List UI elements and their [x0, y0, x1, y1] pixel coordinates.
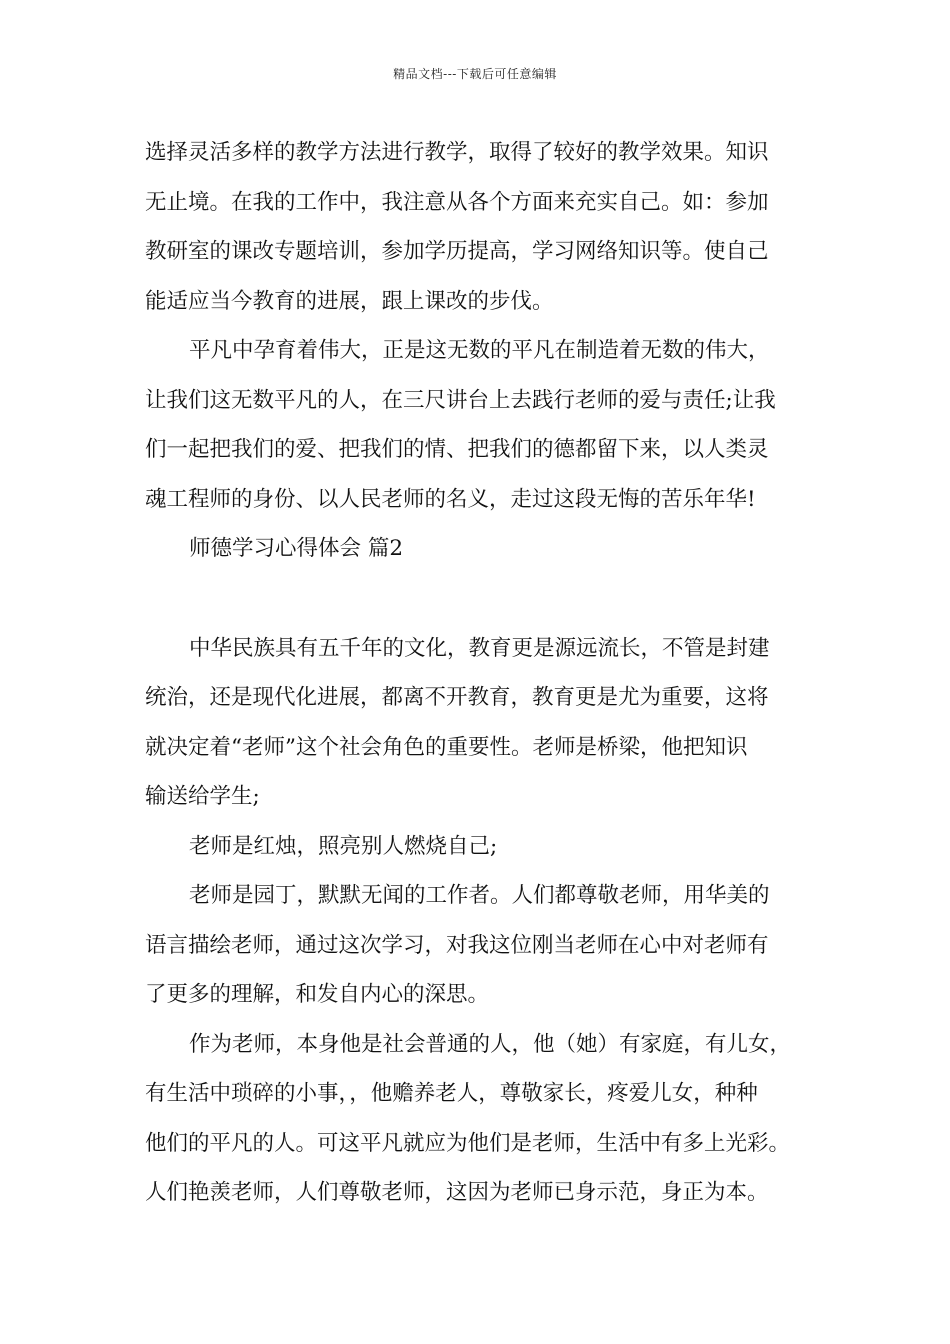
- page-header: 精品文档---下载后可任意编辑: [393, 67, 557, 81]
- section-heading: 师德学习心得体会 篇2: [189, 536, 404, 561]
- section-1-paragraphs: [145, 128, 817, 524]
- text-line: 老师是红烛，照亮别人燃烧自己;: [189, 833, 498, 859]
- blank-line: [145, 574, 817, 624]
- text-line: 中华民族具有五千年的文化，教育更是源远流长，不管是封建: [189, 635, 770, 661]
- text-line: 让我们这无数平凡的人，在三尺讲台上去践行老师的爱与责任;让我: [145, 387, 776, 413]
- text-line: 们一起把我们的爱、把我们的情、把我们的德都留下来，以人类灵: [145, 437, 769, 462]
- paragraph: [145, 128, 817, 326]
- paragraph: [145, 326, 817, 524]
- paragraph: [145, 822, 817, 872]
- paragraph: [145, 871, 817, 1020]
- paragraph: [145, 624, 817, 822]
- text-line: 作为老师，本身他是社会普通的人，他（她）有家庭，有儿女，: [189, 1031, 792, 1057]
- text-line: 教研室的课改专题培训，参加学历提高，学习网络知识等。使自己: [145, 239, 769, 264]
- text-line: 平凡中孕育着伟大，正是这无数的平凡在制造着无数的伟大，: [189, 338, 770, 363]
- text-line: 选择灵活多样的教学方法进行教学，取得了较好的教学效果。知识: [145, 140, 769, 165]
- text-line: 了更多的理解，和发自内心的深思。: [145, 982, 490, 1007]
- text-line: 有生活中琐碎的小事，，他赡养老人，尊敬家长，疼爱儿女，种种: [145, 1081, 758, 1106]
- text-line: 人们艳羡老师，人们尊敬老师，这因为老师已身示范，身正为本。: [145, 1180, 769, 1205]
- text-line: 无止境。在我的工作中，我注意从各个方面来充实自己。如：参加: [145, 189, 769, 215]
- text-line: 他们的平凡的人。可这平凡就应为他们是老师，生活中有多上光彩。: [145, 1130, 791, 1156]
- text-line: 语言描绘老师，通过这次学习，对我这位刚当老师在心中对老师有: [145, 932, 769, 958]
- text-line: 就决定着“老师”这个社会角色的重要性。老师是桥梁，他把知识: [145, 734, 748, 760]
- text-line: 老师是园丁，默默无闻的工作者。人们都尊敬老师，用华美的: [189, 883, 770, 908]
- document-body: [145, 128, 817, 1218]
- section-2-paragraphs: [145, 624, 817, 1218]
- text-line: 统治，还是现代化进展，都离不开教育，教育更是尤为重要，这将: [145, 685, 769, 710]
- text-line: 魂工程师的身份、以人民老师的名义，走过这段无悔的苦乐年华!: [145, 486, 756, 512]
- paragraph: [145, 1020, 817, 1218]
- text-line: 输送给学生;: [145, 784, 260, 809]
- text-line: 能适应当今教育的进展，跟上课改的步伐。: [145, 288, 554, 314]
